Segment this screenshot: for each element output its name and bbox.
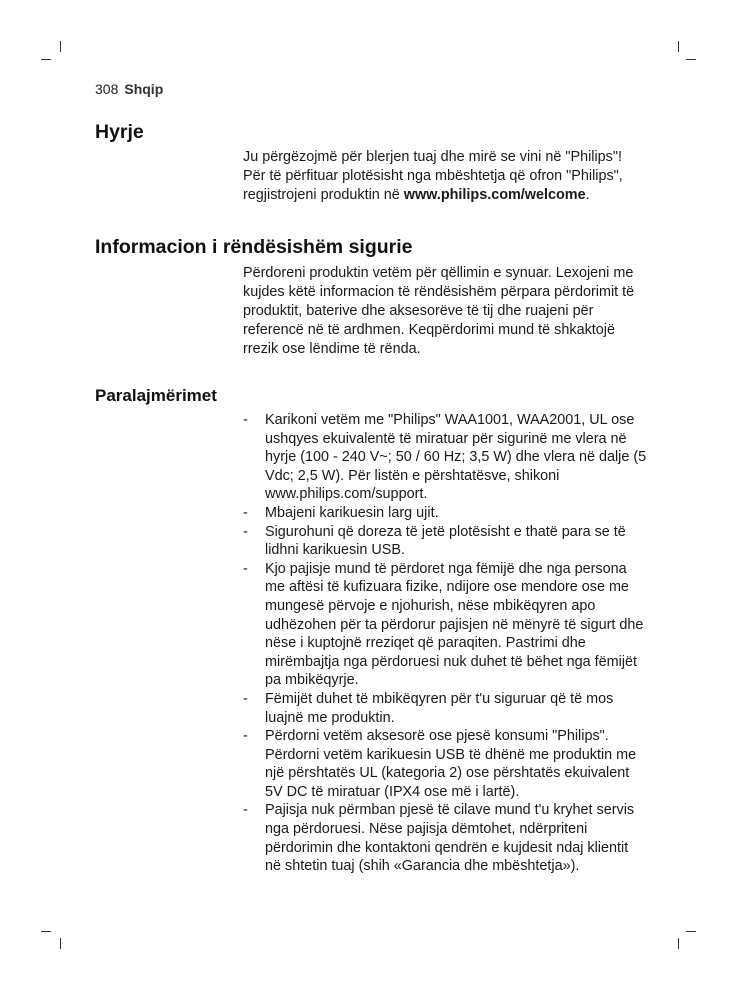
list-item: - Sigurohuni që doreza të jetë plotësisht e thatë para se të lidhni karikuesin USB. <box>243 523 626 559</box>
crop-mark <box>686 931 696 932</box>
warnings-heading: Paralajmërimet <box>95 386 217 405</box>
list-item: - Përdorni vetëm aksesorë ose pjesë konsumi "Philips". Përdorni vetëm karikuesin USB të dhënë me produktin me një përshtatës UL (kategoria 2) ose përshtatës ekuivalent 5V DC të miratuar (IPX4 ose më i lartë). <box>243 728 637 800</box>
intro-heading: Hyrje <box>95 121 144 143</box>
crop-mark <box>686 59 696 60</box>
crop-mark <box>41 59 51 60</box>
list-item: - Pajisja nuk përmban pjesë të cilave mund t'u kryhet servis nga përdoruesi. Nëse pajisja dëmtohet, ndërpriteni përdorimin dhe kontaktoni qendrën e kujdesit ndaj klientit në shtetin tuaj (shih «Garancia dhe mbështetja»). <box>243 802 635 875</box>
list-item: - Fëmijët duhet të mbikëqyren për t'u siguruar që të mos luajnë me produktin. <box>243 690 614 726</box>
warnings-list <box>243 411 648 876</box>
crop-mark <box>60 41 61 52</box>
list-item: - Kjo pajisje mund të përdoret nga fëmijë dhe nga persona me aftësi të kufizuara fizike, ndijore ose mendore ose me mungesë përvoje e njohurish, nëse mbikëqyren apo udhëzohen për ta përdorur pajisjen në mënyrë të sigurt dhe nëse i kuptojnë rreziqet që paraqiten. Pastrimi dhe mirëmbajtja nga përdoruesi nuk duhet të bëhet nga fëmijët pa mbikëqyrje. <box>243 560 644 689</box>
page-number: 308 <box>95 81 119 97</box>
crop-mark <box>41 931 51 932</box>
crop-mark <box>678 938 679 949</box>
intro-text: Ju përgëzojmë për blerjen tuaj dhe mirë se vini në "Philips"! Për të përfituar plotësisht nga mbështetja që ofron "Philips", regjistrojeni produktin në www.philips.com/welcome. <box>243 149 623 203</box>
safety-heading: Informacion i rëndësishëm sigurie <box>95 236 413 258</box>
language-label: Shqip <box>124 81 164 97</box>
safety-text: Përdoreni produktin vetëm për qëllimin e synuar. Lexojeni me kujdes këtë informacion të rëndësishëm përpara përdorimit të produktit, baterive dhe aksesorëve të tij dhe ruajeni për referencë në të ardhmen. Keqpërdorimi mund të shkaktojë rrezik ose lëndime të rënda. <box>243 265 635 357</box>
crop-mark <box>678 41 679 52</box>
list-item: - Mbajeni karikuesin larg ujit. <box>243 504 439 521</box>
welcome-link: www.philips.com/welcome <box>403 187 586 203</box>
list-item: - Karikoni vetëm me "Philips" WAA1001, WAA2001, UL ose ushqyes ekuivalentë të miratuar për sigurinë me vlera në hyrje (100 - 240 V~; 50 / 60 Hz; 3,5 W) dhe vlera në dalje (5 Vdc; 2,5 W). Për listën e përshtatësve, shikoni www.philips.com/support. <box>243 412 647 503</box>
crop-mark <box>60 938 61 949</box>
running-head <box>95 81 163 97</box>
